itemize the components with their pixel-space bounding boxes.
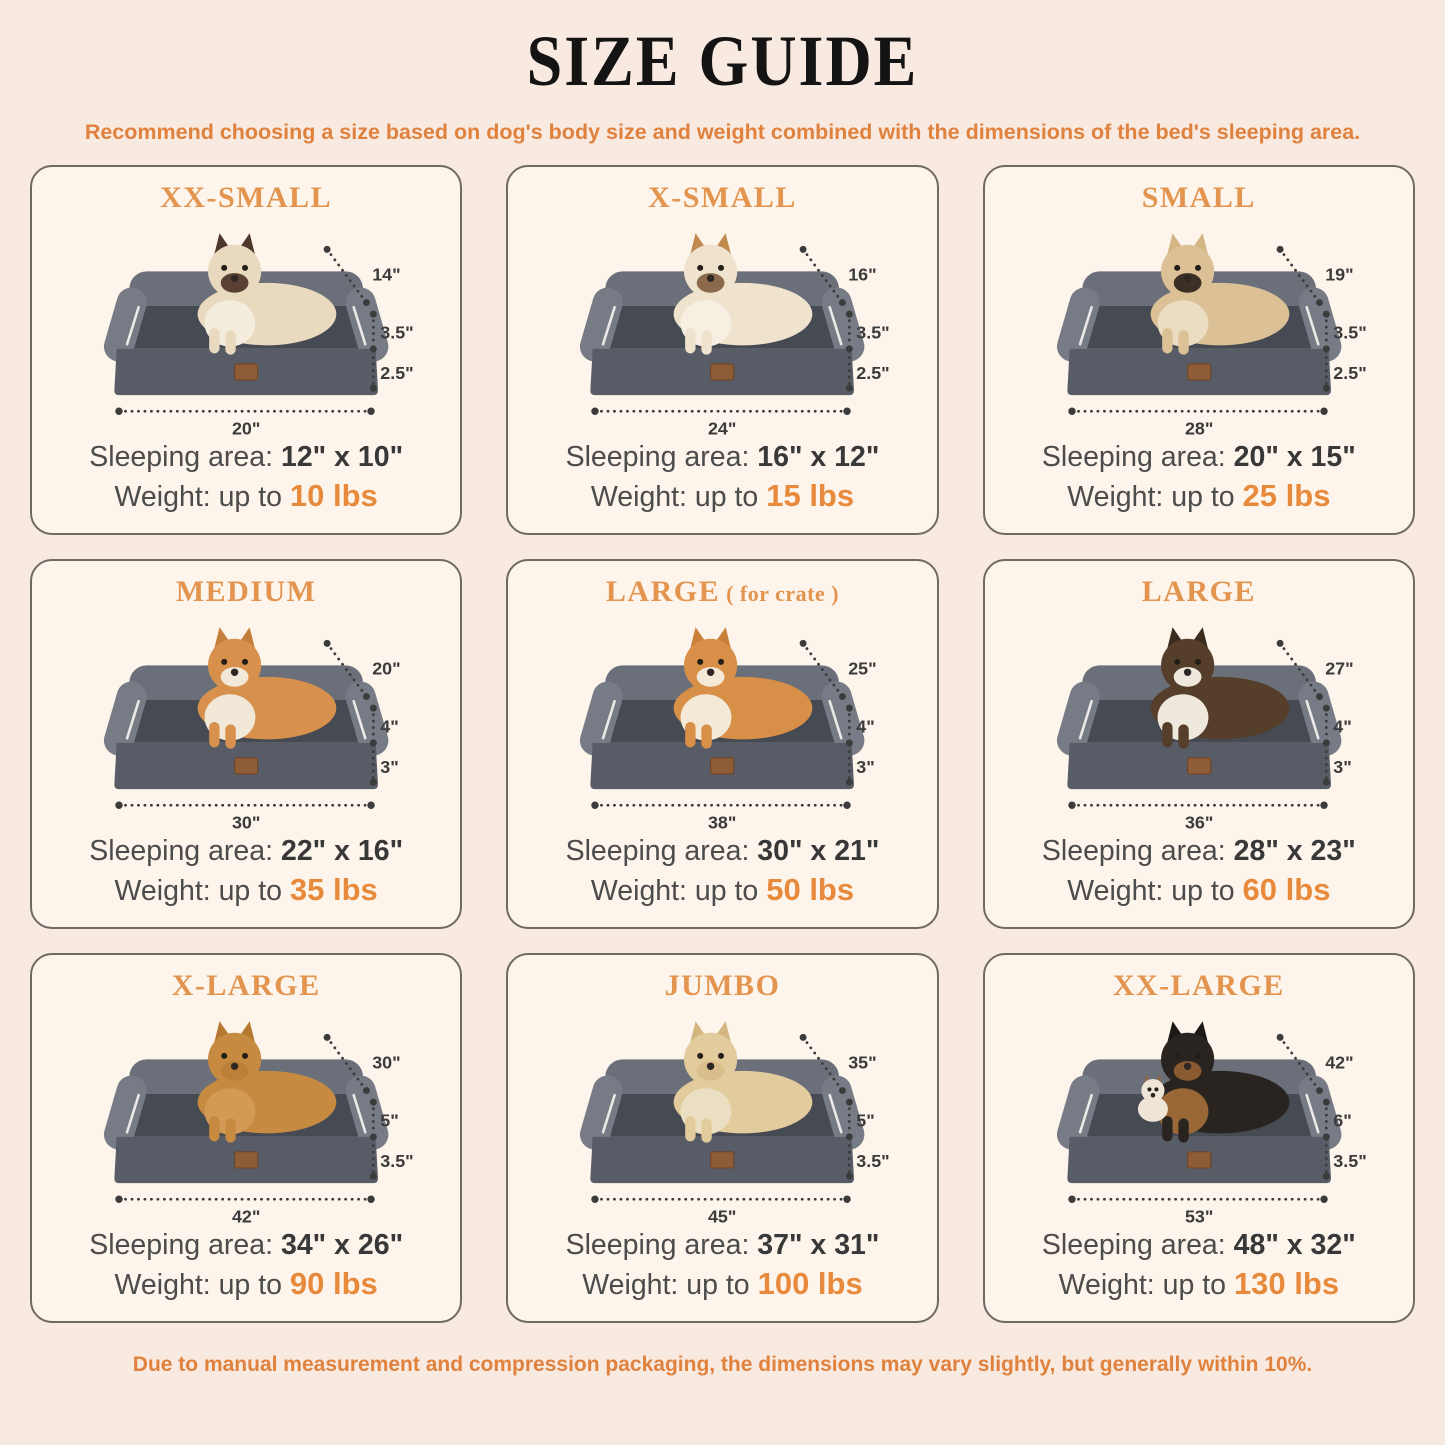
- dog-eye: [1174, 659, 1180, 665]
- weight-line: [993, 1265, 1405, 1304]
- sleeping-area-line: [516, 440, 928, 476]
- dog-eye: [698, 265, 704, 271]
- dog-front-leg: [209, 722, 219, 747]
- base-height-label: 3.5": [1332, 1150, 1367, 1171]
- width-dimension-label: 45": [708, 1206, 737, 1227]
- card-title: [516, 575, 928, 609]
- depth-dimension-label: 30": [372, 1052, 401, 1073]
- size-card-medium: [30, 559, 462, 929]
- dog-eye: [1174, 265, 1180, 271]
- bolster-height-label: 5": [856, 1110, 876, 1131]
- sleeping-area-label: Sleeping area:: [89, 441, 274, 473]
- card-title: [40, 575, 452, 609]
- bed-brand-tag: [1187, 364, 1210, 380]
- dog-front-leg: [225, 1118, 235, 1142]
- bolster-height-label: 3.5": [380, 322, 414, 343]
- weight-line: [516, 477, 928, 516]
- dog-eye: [1195, 1053, 1201, 1059]
- card-size-name: MEDIUM: [175, 575, 317, 608]
- size-card-x-large: [30, 953, 462, 1323]
- card-title: [993, 575, 1405, 609]
- depth-dimension-label: 35": [848, 1052, 877, 1073]
- depth-dimension-label: 16": [848, 264, 877, 285]
- dog-front-leg: [702, 724, 712, 748]
- sleeping-area-label: Sleeping area:: [565, 835, 750, 867]
- bed-dimension-diagram: [993, 611, 1405, 833]
- sleeping-area-value: 30" x 21": [757, 835, 880, 867]
- sleeping-area-line: [516, 834, 928, 870]
- card-size-name: XX-SMALL: [160, 181, 333, 214]
- sleeping-area-value: 48" x 32": [1233, 1229, 1356, 1261]
- sleeping-area-line: [993, 440, 1405, 476]
- dog-front-leg: [1178, 724, 1188, 748]
- sleeping-area-value: 34" x 26": [280, 1229, 404, 1261]
- bed-dimension-diagram: [516, 1005, 928, 1227]
- bed-dimension-diagram: [40, 611, 452, 833]
- weight-label: Weight: up to: [1067, 480, 1235, 513]
- card-title: [40, 181, 452, 215]
- width-dimension-label: 24": [708, 418, 737, 439]
- dog-front-leg: [1178, 1118, 1188, 1142]
- bolster-height-label: 6": [1332, 1110, 1352, 1131]
- base-height-label: 3": [1332, 756, 1352, 777]
- dog-eye: [242, 1053, 248, 1059]
- bed-figure: [993, 217, 1405, 439]
- base-height-label: 3": [856, 756, 876, 777]
- dog-front-leg: [1162, 1116, 1172, 1141]
- weight-value: 90 lbs: [289, 1265, 378, 1301]
- dog-nose: [231, 669, 238, 676]
- dog-front-leg: [225, 330, 235, 354]
- weight-label: Weight: up to: [1058, 1268, 1227, 1301]
- weight-value: 35 lbs: [289, 871, 378, 907]
- sleeping-area-label: Sleeping area:: [1041, 1229, 1226, 1261]
- base-height-label: 3.5": [856, 1150, 891, 1171]
- dog-eye: [698, 659, 704, 665]
- bed-brand-tag: [235, 1152, 258, 1168]
- dog-eye: [1195, 265, 1201, 271]
- card-title: [40, 969, 452, 1003]
- sleeping-area-line: [993, 834, 1405, 870]
- weight-value: 10 lbs: [289, 477, 378, 513]
- sleeping-area-label: Sleeping area:: [89, 1229, 274, 1261]
- base-height-label: 2.5": [1332, 362, 1367, 383]
- sleeping-area-label: Sleeping area:: [89, 835, 274, 867]
- sleeping-area-line: [993, 1228, 1405, 1264]
- card-title: [516, 181, 928, 215]
- card-size-name: X-LARGE: [171, 969, 321, 1002]
- depth-dimension-label: 27": [1324, 658, 1354, 679]
- sleeping-area-label: Sleeping area:: [1041, 835, 1226, 867]
- weight-label: Weight: up to: [114, 1268, 282, 1301]
- weight-line: [993, 477, 1405, 516]
- size-card-xx-small: [30, 165, 462, 535]
- card-title: [516, 969, 928, 1003]
- dog-eye: [698, 1053, 704, 1059]
- sleeping-area-line: [516, 1228, 928, 1264]
- dog-front-leg: [1162, 722, 1172, 747]
- width-dimension-label: 42": [231, 1206, 261, 1227]
- sleeping-area-line: [40, 440, 452, 476]
- dog-nose: [707, 1063, 714, 1070]
- size-card-jumbo: [506, 953, 938, 1323]
- depth-dimension-label: 19": [1324, 264, 1354, 285]
- dog-nose: [707, 669, 714, 676]
- dog-eye: [718, 659, 724, 665]
- bolster-height-label: 5": [380, 1110, 399, 1131]
- weight-label: Weight: up to: [1067, 874, 1235, 907]
- depth-dimension-label: 42": [1324, 1052, 1354, 1073]
- width-dimension-label: 36": [1184, 812, 1214, 833]
- weight-value: 100 lbs: [757, 1265, 863, 1301]
- dog-front-leg: [702, 330, 712, 354]
- bed-brand-tag: [711, 758, 734, 774]
- width-dimension-label: 20": [231, 418, 261, 439]
- bed-figure: [993, 1005, 1405, 1227]
- bolster-height-label: 4": [1332, 716, 1352, 737]
- size-card-small: [983, 165, 1415, 535]
- bolster-height-label: 4": [856, 716, 876, 737]
- sleeping-area-value: 37" x 31": [757, 1229, 880, 1261]
- dog-eye: [242, 659, 248, 665]
- dog-front-leg: [685, 328, 695, 353]
- weight-label: Weight: up to: [114, 480, 282, 513]
- width-dimension-label: 30": [231, 812, 261, 833]
- page-subtitle: Recommend choosing a size based on dog's body size and weight combined with the dimensions of the bed's sleeping area.: [84, 120, 1361, 144]
- card-size-name: X-SMALL: [648, 181, 797, 214]
- bolster-height-label: 4": [380, 716, 399, 737]
- card-size-name: XX-LARGE: [1112, 969, 1285, 1002]
- weight-label: Weight: up to: [590, 874, 759, 907]
- bed-figure: [40, 217, 452, 439]
- depth-dimension-label: 25": [848, 658, 877, 679]
- sleeping-area-value: 22" x 16": [280, 835, 404, 867]
- sleeping-area-label: Sleeping area:: [565, 441, 750, 473]
- weight-label: Weight: up to: [590, 480, 759, 513]
- card-title: [993, 969, 1405, 1003]
- bed-brand-tag: [235, 364, 258, 380]
- sleeping-area-value: 28" x 23": [1233, 835, 1356, 867]
- weight-value: 15 lbs: [766, 477, 855, 513]
- base-height-label: 2.5": [380, 362, 414, 383]
- bed-brand-tag: [711, 364, 734, 380]
- width-dimension-label: 53": [1184, 1206, 1214, 1227]
- card-size-name: LARGE: [1141, 575, 1256, 608]
- bed-figure: [40, 1005, 452, 1227]
- bed-dimension-diagram: [40, 1005, 452, 1227]
- sleeping-area-value: 16" x 12": [757, 441, 880, 473]
- card-size-name: JUMBO: [664, 969, 781, 1002]
- width-dimension-label: 28": [1184, 418, 1214, 439]
- bed-figure: [993, 611, 1405, 833]
- dog-nose: [231, 1063, 238, 1070]
- dog-eye: [221, 1053, 227, 1059]
- weight-line: [993, 871, 1405, 910]
- sleeping-area-label: Sleeping area:: [565, 1229, 750, 1261]
- dog-nose: [1184, 669, 1191, 676]
- sleeping-area-value: 12" x 10": [280, 441, 404, 473]
- weight-label: Weight: up to: [114, 874, 282, 907]
- card-size-name: SMALL: [1141, 181, 1256, 214]
- weight-line: [40, 871, 452, 910]
- size-card-grid: [30, 165, 1415, 1323]
- bed-brand-tag: [1187, 1152, 1210, 1168]
- dog-front-leg: [685, 722, 695, 747]
- weight-label: Weight: up to: [582, 1268, 750, 1301]
- dog-front-leg: [702, 1118, 712, 1142]
- size-card-xx-large: [983, 953, 1415, 1323]
- bed-dimension-diagram: [516, 611, 928, 833]
- size-card-large-for-crate: [506, 559, 938, 929]
- weight-value: 130 lbs: [1233, 1265, 1340, 1301]
- weight-line: [40, 1265, 452, 1304]
- bed-brand-tag: [711, 1152, 734, 1168]
- bed-brand-tag: [1187, 758, 1210, 774]
- dog-eye: [242, 265, 248, 271]
- bed-dimension-diagram: [516, 217, 928, 439]
- bed-brand-tag: [235, 758, 258, 774]
- weight-value: 25 lbs: [1242, 477, 1331, 513]
- dog-eye: [221, 659, 227, 665]
- dog-eye: [1195, 659, 1201, 665]
- bed-figure: [40, 611, 452, 833]
- sleeping-area-line: [40, 1228, 452, 1264]
- size-card-x-small: [506, 165, 938, 535]
- weight-line: [516, 871, 928, 910]
- dog-eye: [1174, 1053, 1180, 1059]
- dog-front-leg: [685, 1116, 695, 1141]
- dog-eye: [221, 265, 227, 271]
- bed-dimension-diagram: [993, 1005, 1405, 1227]
- bed-figure: [516, 611, 928, 833]
- weight-line: [516, 1265, 928, 1304]
- sleeping-area-value: 20" x 15": [1233, 441, 1356, 473]
- bed-dimension-diagram: [40, 217, 452, 439]
- sleeping-area-label: Sleeping area:: [1041, 441, 1226, 473]
- bed-figure: [516, 1005, 928, 1227]
- dog-nose: [1184, 1063, 1191, 1070]
- width-dimension-label: 38": [708, 812, 737, 833]
- dog-nose: [1184, 275, 1191, 282]
- dog-front-leg: [1162, 328, 1172, 353]
- bed-dimension-diagram: [993, 217, 1405, 439]
- card-size-name: LARGE: [605, 575, 721, 608]
- card-size-qualifier: ( for crate ): [720, 581, 840, 606]
- weight-line: [40, 477, 452, 516]
- dog-eye: [718, 1053, 724, 1059]
- base-height-label: 2.5": [856, 362, 891, 383]
- weight-value: 50 lbs: [766, 871, 855, 907]
- size-card-large: [983, 559, 1415, 929]
- dog-nose: [707, 275, 714, 282]
- base-height-label: 3.5": [380, 1150, 414, 1171]
- footer-disclaimer: Due to manual measurement and compression packaging, the dimensions may vary slightly, but generally within 10%.: [132, 1353, 1313, 1376]
- weight-value: 60 lbs: [1242, 871, 1331, 907]
- dog-front-leg: [209, 1116, 219, 1141]
- bed-figure: [516, 217, 928, 439]
- dog-front-leg: [209, 328, 219, 353]
- depth-dimension-label: 14": [372, 264, 401, 285]
- bolster-height-label: 3.5": [856, 322, 891, 343]
- bolster-height-label: 3.5": [1332, 322, 1367, 343]
- card-title: [993, 181, 1405, 215]
- dog-front-leg: [1178, 330, 1188, 354]
- base-height-label: 3": [380, 756, 399, 777]
- sleeping-area-line: [40, 834, 452, 870]
- dog-eye: [718, 265, 724, 271]
- depth-dimension-label: 20": [372, 658, 401, 679]
- page-title: SIZE GUIDE: [526, 21, 919, 101]
- dog-nose: [231, 275, 238, 282]
- dog-front-leg: [225, 724, 235, 748]
